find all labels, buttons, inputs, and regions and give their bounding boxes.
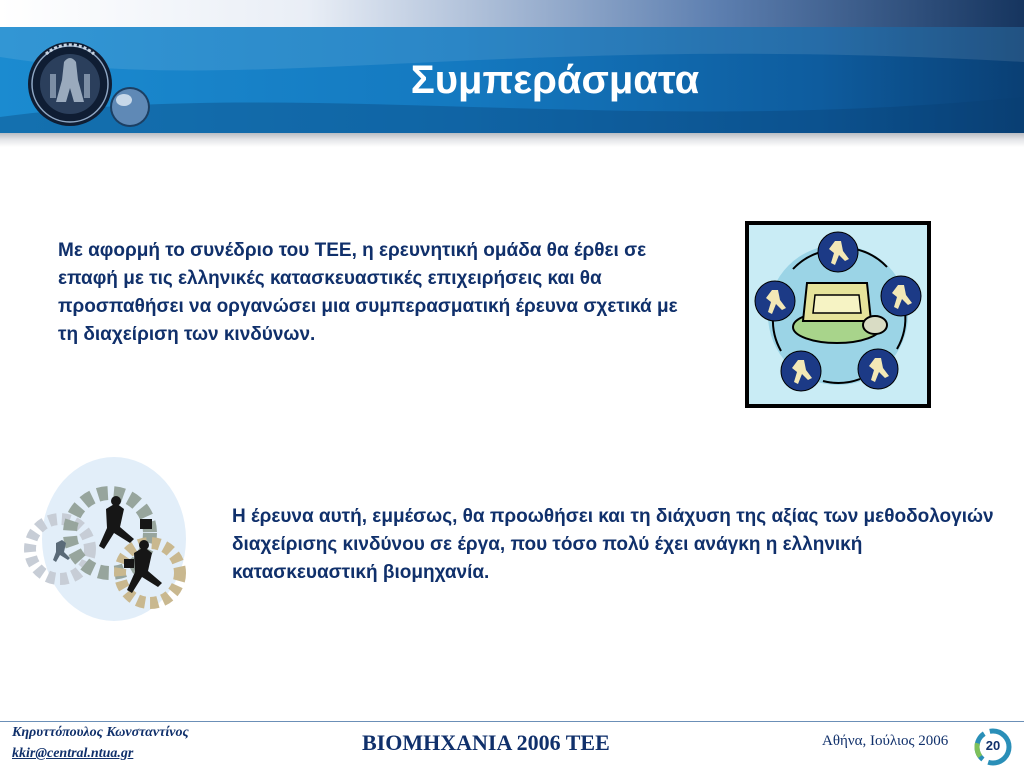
slide-title: Συμπεράσματα [410,58,700,102]
footer-divider [0,721,1024,722]
footer-author: Κηρυττόπουλος Κωνσταντίνος [12,725,189,740]
footer-event-title: ΒΙΟΜΗΧΑΝΙΑ 2006 ΤΕΕ [362,730,610,755]
team-cycle-clipart-icon [745,221,931,408]
ntua-seal-logo-icon [24,40,154,132]
conclusion-paragraph-2: Η έρευνα αυτή, εμμέσως, θα προωθήσει και τη διάχυση της αξίας των μεθοδολογιών διαχείρισης κινδύνου σε έργα, που τόσο πολύ έχει ανάγκη η ελληνική κατασκευαστική βιομηχανία. [232,506,994,583]
gears-businessmen-clipart-icon [22,455,190,625]
footer-date: Αθήνα, Ιούλιος 2006 [822,733,949,749]
page-number: 20 [985,738,1001,753]
footer-email-link[interactable]: kkir@central.ntua.gr [12,746,134,761]
top-strip [0,0,1024,27]
header-shadow [0,133,1024,147]
conclusion-paragraph-1: Με αφορμή το συνέδριο του ΤΕΕ, η ερευνητική ομάδα θα έρθει σε επαφή με τις ελληνικές κατασκευαστικές επιχειρήσεις και θα προσπαθήσει να οργανώσει μια συμπερασματική έρευνα σχετικά με τη διαχείριση των κινδύνων. [58,240,678,345]
